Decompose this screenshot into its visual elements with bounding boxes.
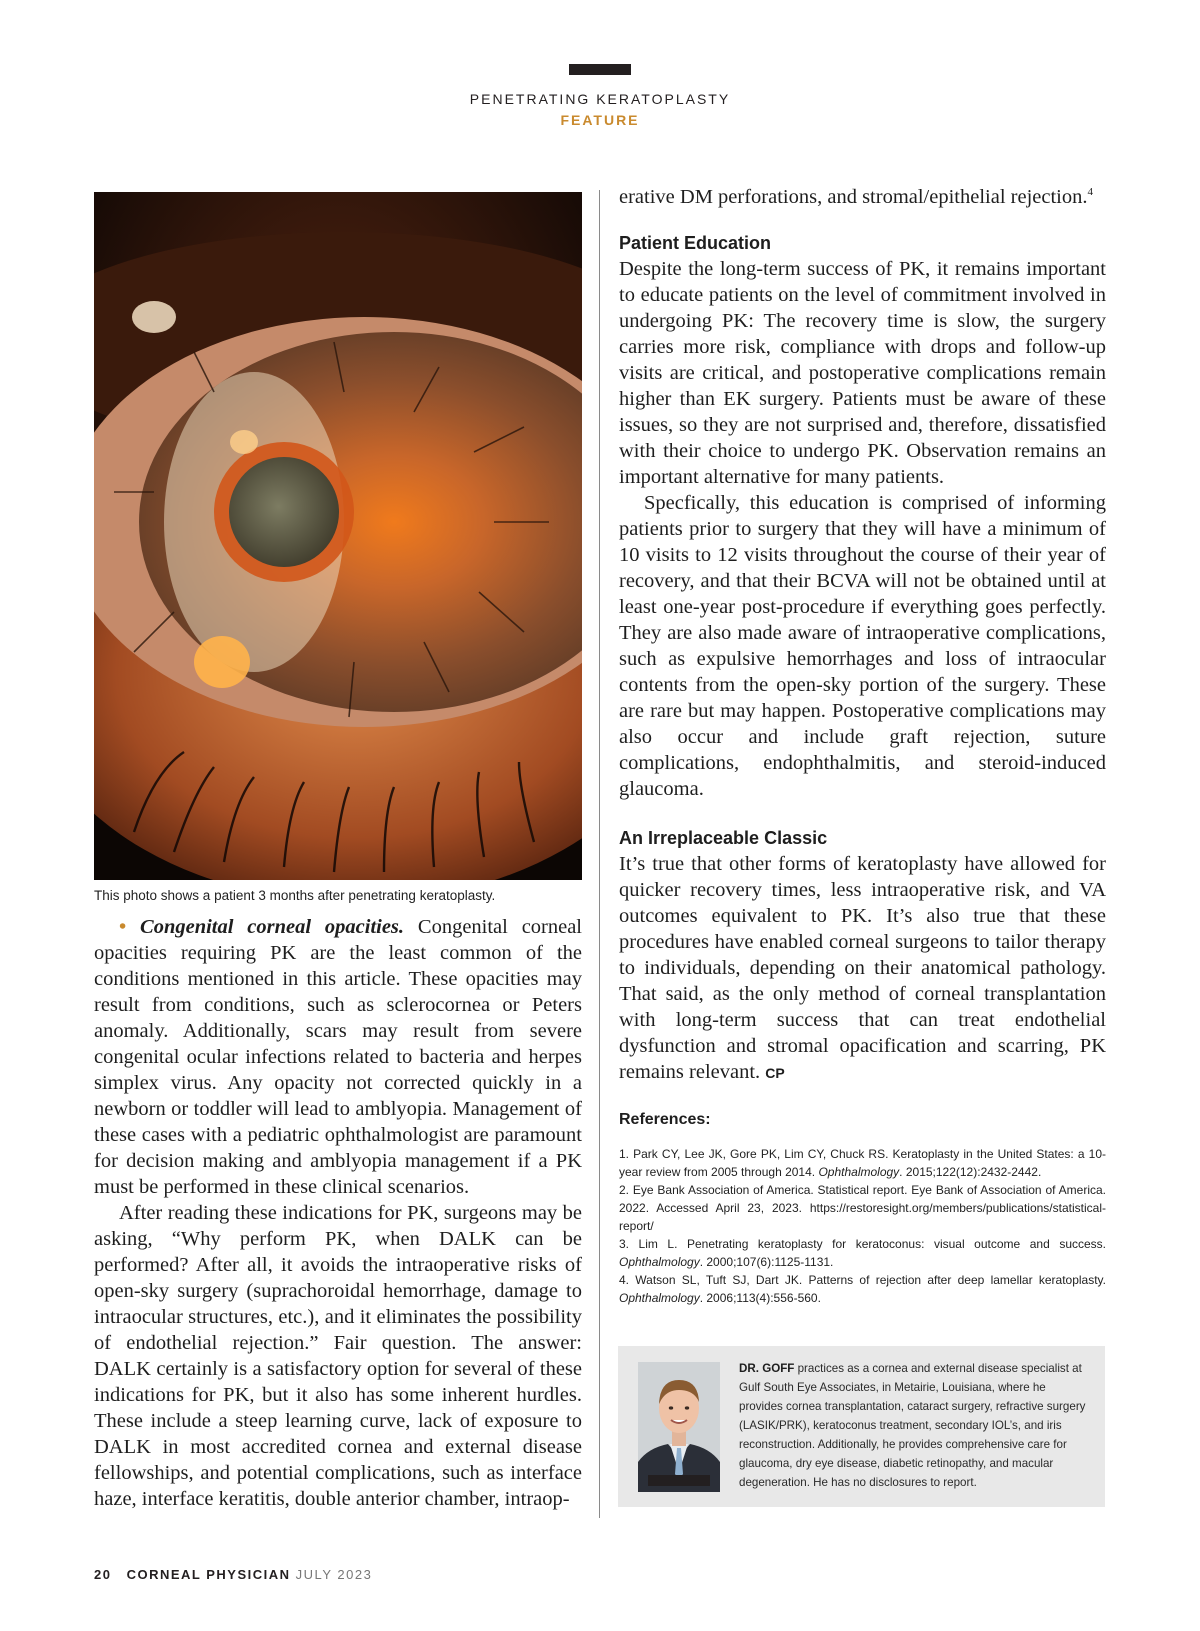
heading-patient-education: Patient Education	[619, 233, 772, 253]
author-bio-description: practices as a cornea and external disease specialist at Gulf South Eye Associates, in Metairie, Louisiana, where he provides cornea transplantation, cataract surgery, refractive surgery (LASIK/PRK), keratoconus treatment, secondary IOL’s, and iris reconstruction. Additionally, he provides comprehensive care for glaucoma, dry eye disease, diabetic retinopathy, and macular degeneration. He has no disclosures to report.	[739, 1362, 1086, 1489]
figure-caption: This photo shows a patient 3 months after penetrating keratoplasty.	[94, 888, 496, 903]
bullet-title: Congenital corneal opacities.	[140, 916, 405, 938]
column-divider	[599, 190, 600, 1518]
bullet-text: Congenital corneal opacities requiring PK are the least common of the conditions mentioned in this article. These opacities may result from conditions, such as sclerocornea or Peters anomaly. Additionally, scars may result from severe congenital ocular infections related to bacteria and herpes simplex virus. Any opacity not corrected quickly in a newborn or toddler will lead to amblyopia. Management of these cases with a pediatric ophthalmologist are paramount for decision making and amblyopia management if a PK must be performed in these clinical scenarios.	[94, 916, 583, 1198]
reference-item: 1. Park CY, Lee JK, Gore PK, Lim CY, Chuck RS. Keratoplasty in the United States: a 10-year review from 2005 through 2014. Ophthalmology. 2015;122(12):2432-2442.	[619, 1147, 1106, 1179]
bio-accent-bar	[648, 1475, 710, 1486]
section-label: PENETRATING KERATOPLASTY	[469, 91, 731, 107]
classic-text: It’s true that other forms of keratoplasty have allowed for quicker recovery times, less intraoperative risk, and VA outcomes equivalent to PK. It’s also true that these procedures have enabled corneal surgeons to tailor therapy to individuals, depending on their anatomical pathology. That said, as the only method of corneal transplantation with long-term success that can treat endothelial dysfunction and stromal opacification and scarring, PK remains relevant.	[619, 853, 1106, 1083]
magazine-name: CORNEAL PHYSICIAN	[126, 1567, 291, 1582]
citation-superscript: 4	[1087, 186, 1093, 199]
author-bio-text	[739, 1359, 1089, 1492]
bullet-marker: •	[119, 916, 127, 938]
continuation-text: erative DM perforations, and stromal/epithelial rejection.	[619, 186, 1088, 208]
body-paragraph	[619, 851, 1106, 1086]
page-footer	[94, 1567, 372, 1582]
issue-date: JULY 2023	[295, 1567, 373, 1582]
bullet-paragraph	[94, 914, 582, 1200]
author-name: DR. GOFF	[739, 1362, 795, 1375]
header-accent-bar	[569, 64, 631, 75]
section-subtitle: FEATURE	[560, 112, 640, 128]
author-photo	[638, 1362, 720, 1492]
heading-irreplaceable-classic: An Irreplaceable Classic	[619, 828, 828, 848]
eye-photo	[94, 192, 582, 880]
reference-item: 3. Lim L. Penetrating keratoplasty for keratoconus: visual outcome and success. Ophthalmology. 2000;107(6):1125-1131.	[619, 1237, 1106, 1269]
reference-item: 2. Eye Bank Association of America. Statistical report. Eye Bank of Association of America. 2022. Accessed April 23, 2023. https://restoresight.org/members/publications/statistical-report/	[619, 1183, 1106, 1233]
right-column	[619, 184, 1106, 1307]
page-number: 20	[94, 1567, 112, 1582]
references-list	[619, 1145, 1106, 1307]
end-mark: CP	[765, 1065, 785, 1081]
reference-item: 4. Watson SL, Tuft SJ, Dart JK. Patterns of rejection after deep lamellar keratoplasty. Ophthalmology. 2006;113(4):556-560.	[619, 1273, 1106, 1305]
body-paragraph: Despite the long-term success of PK, it remains important to educate patients on the level of commitment involved in undergoing PK: The recovery time is slow, the surgery carries more risk, compliance with drops and follow-up visits are critical, and postoperative complications remain higher than EK surgery. Patients must be aware of these issues, so they are not surprised and, therefore, dissatisfied with their choice to undergo PK. Observation remains an important alternative for many patients.	[619, 258, 1106, 488]
body-paragraph: After reading these indications for PK, surgeons may be asking, “Why perform PK, when DALK can be performed? After all, it avoids the intraoperative risks of open-sky surgery (suprachoroidal hemorrhage, damage to intraocular structures, etc.), and it eliminates the possibility of endothelial rejection.” Fair question. The answer: DALK certainly is a satisfactory option for several of these indications for PK, but it also has some inherent hurdles. These include a steep learning curve, lack of exposure to DALK in most accredited cornea and external disease fellowships, and potential complications, such as interface haze, interface keratitis, double anterior chamber, intraop-	[94, 1202, 582, 1510]
author-bio-box	[618, 1346, 1105, 1507]
references-heading: References:	[619, 1111, 711, 1128]
continuation-paragraph	[619, 184, 1106, 210]
body-paragraph: Specfically, this education is comprised of informing patients prior to surgery that they will have a minimum of 10 visits to 12 visits throughout the course of their year of recovery, and that their BCVA will not be obtained until at least one-year post-procedure if everything goes perfectly. They are also made aware of intraoperative complications, such as expulsive hemorrhages and loss of intraocular contents from the open-sky portion of the surgery. These are rare but may happen. Postoperative complications may also occur and include graft rejection, suture complications, endophthalmitis, and steroid-induced glaucoma.	[619, 492, 1106, 800]
left-column	[94, 914, 582, 1512]
